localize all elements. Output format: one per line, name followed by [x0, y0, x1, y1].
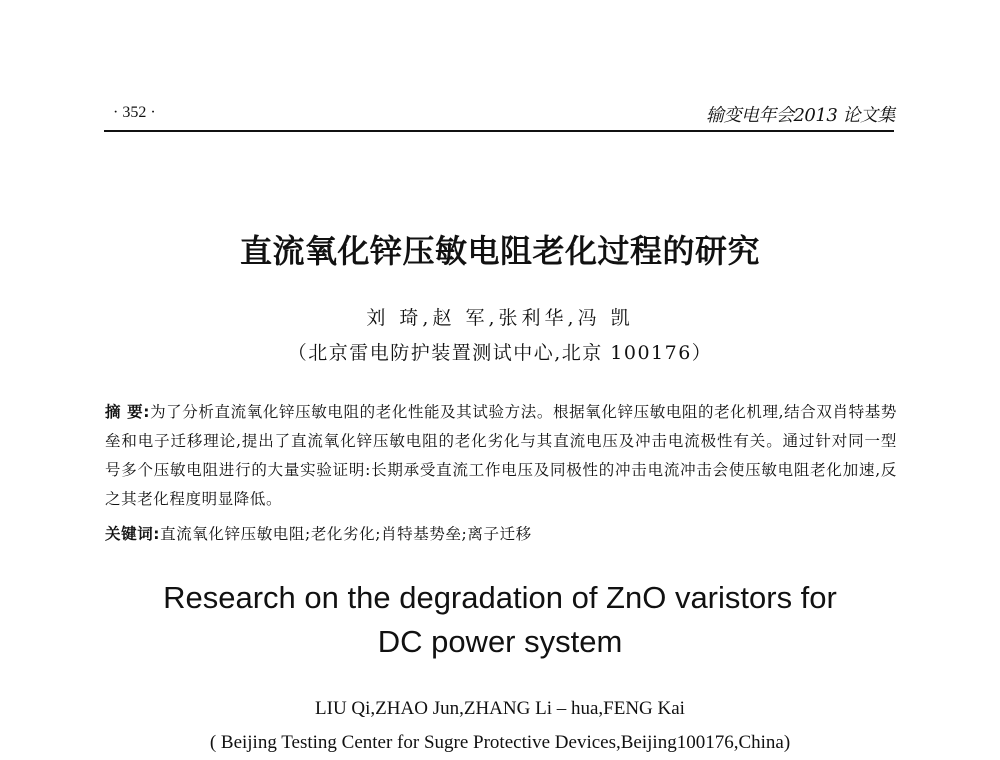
abstract [105, 398, 897, 514]
running-title: 输变电年会2013 论文集 [705, 105, 895, 126]
paper-title-en-line1: Research on the degradation of ZnO varistors for [163, 580, 837, 615]
header-rule [104, 130, 894, 132]
abstract-text: 为了分析直流氧化锌压敏电阻的老化性能及其试验方法。根据氧化锌压敏电阻的老化机理,结合双肖特基势垒和电子迁移理论,提出了直流氧化锌压敏电阻的老化劣化与其直流电压及冲击电流极性有关。通过针对同一型号多个压敏电阻进行的大量实验证明:长期承受直流工作电压及同极性的冲击电流冲击会使压敏电阻老化加速,反之其老化程度明显降低。 [105, 403, 897, 508]
page-number: · 352 · [113, 104, 156, 121]
authors-en: LIU Qi,ZHAO Jun,ZHANG Li – hua,FENG Kai [315, 698, 685, 719]
authors-cn: 刘 琦,赵 军,张利华,冯 凯 [366, 307, 634, 329]
keywords-label: 关键词: [105, 525, 161, 543]
affiliation-cn: （北京雷电防护装置测试中心,北京 100176） [287, 342, 713, 364]
paper-title-en [0, 576, 1000, 664]
keywords-text: 直流氧化锌压敏电阻;老化劣化;肖特基势垒;离子迁移 [160, 525, 532, 543]
abstract-label: 摘 要: [105, 403, 151, 421]
affiliation-en: ( Beijing Testing Center for Sugre Protective Devices,Beijing100176,China) [209, 732, 791, 753]
paper-title-en-line2: DC power system [377, 624, 623, 659]
paper-title-cn: 直流氧化锌压敏电阻老化过程的研究 [239, 232, 760, 270]
keywords [105, 520, 897, 549]
